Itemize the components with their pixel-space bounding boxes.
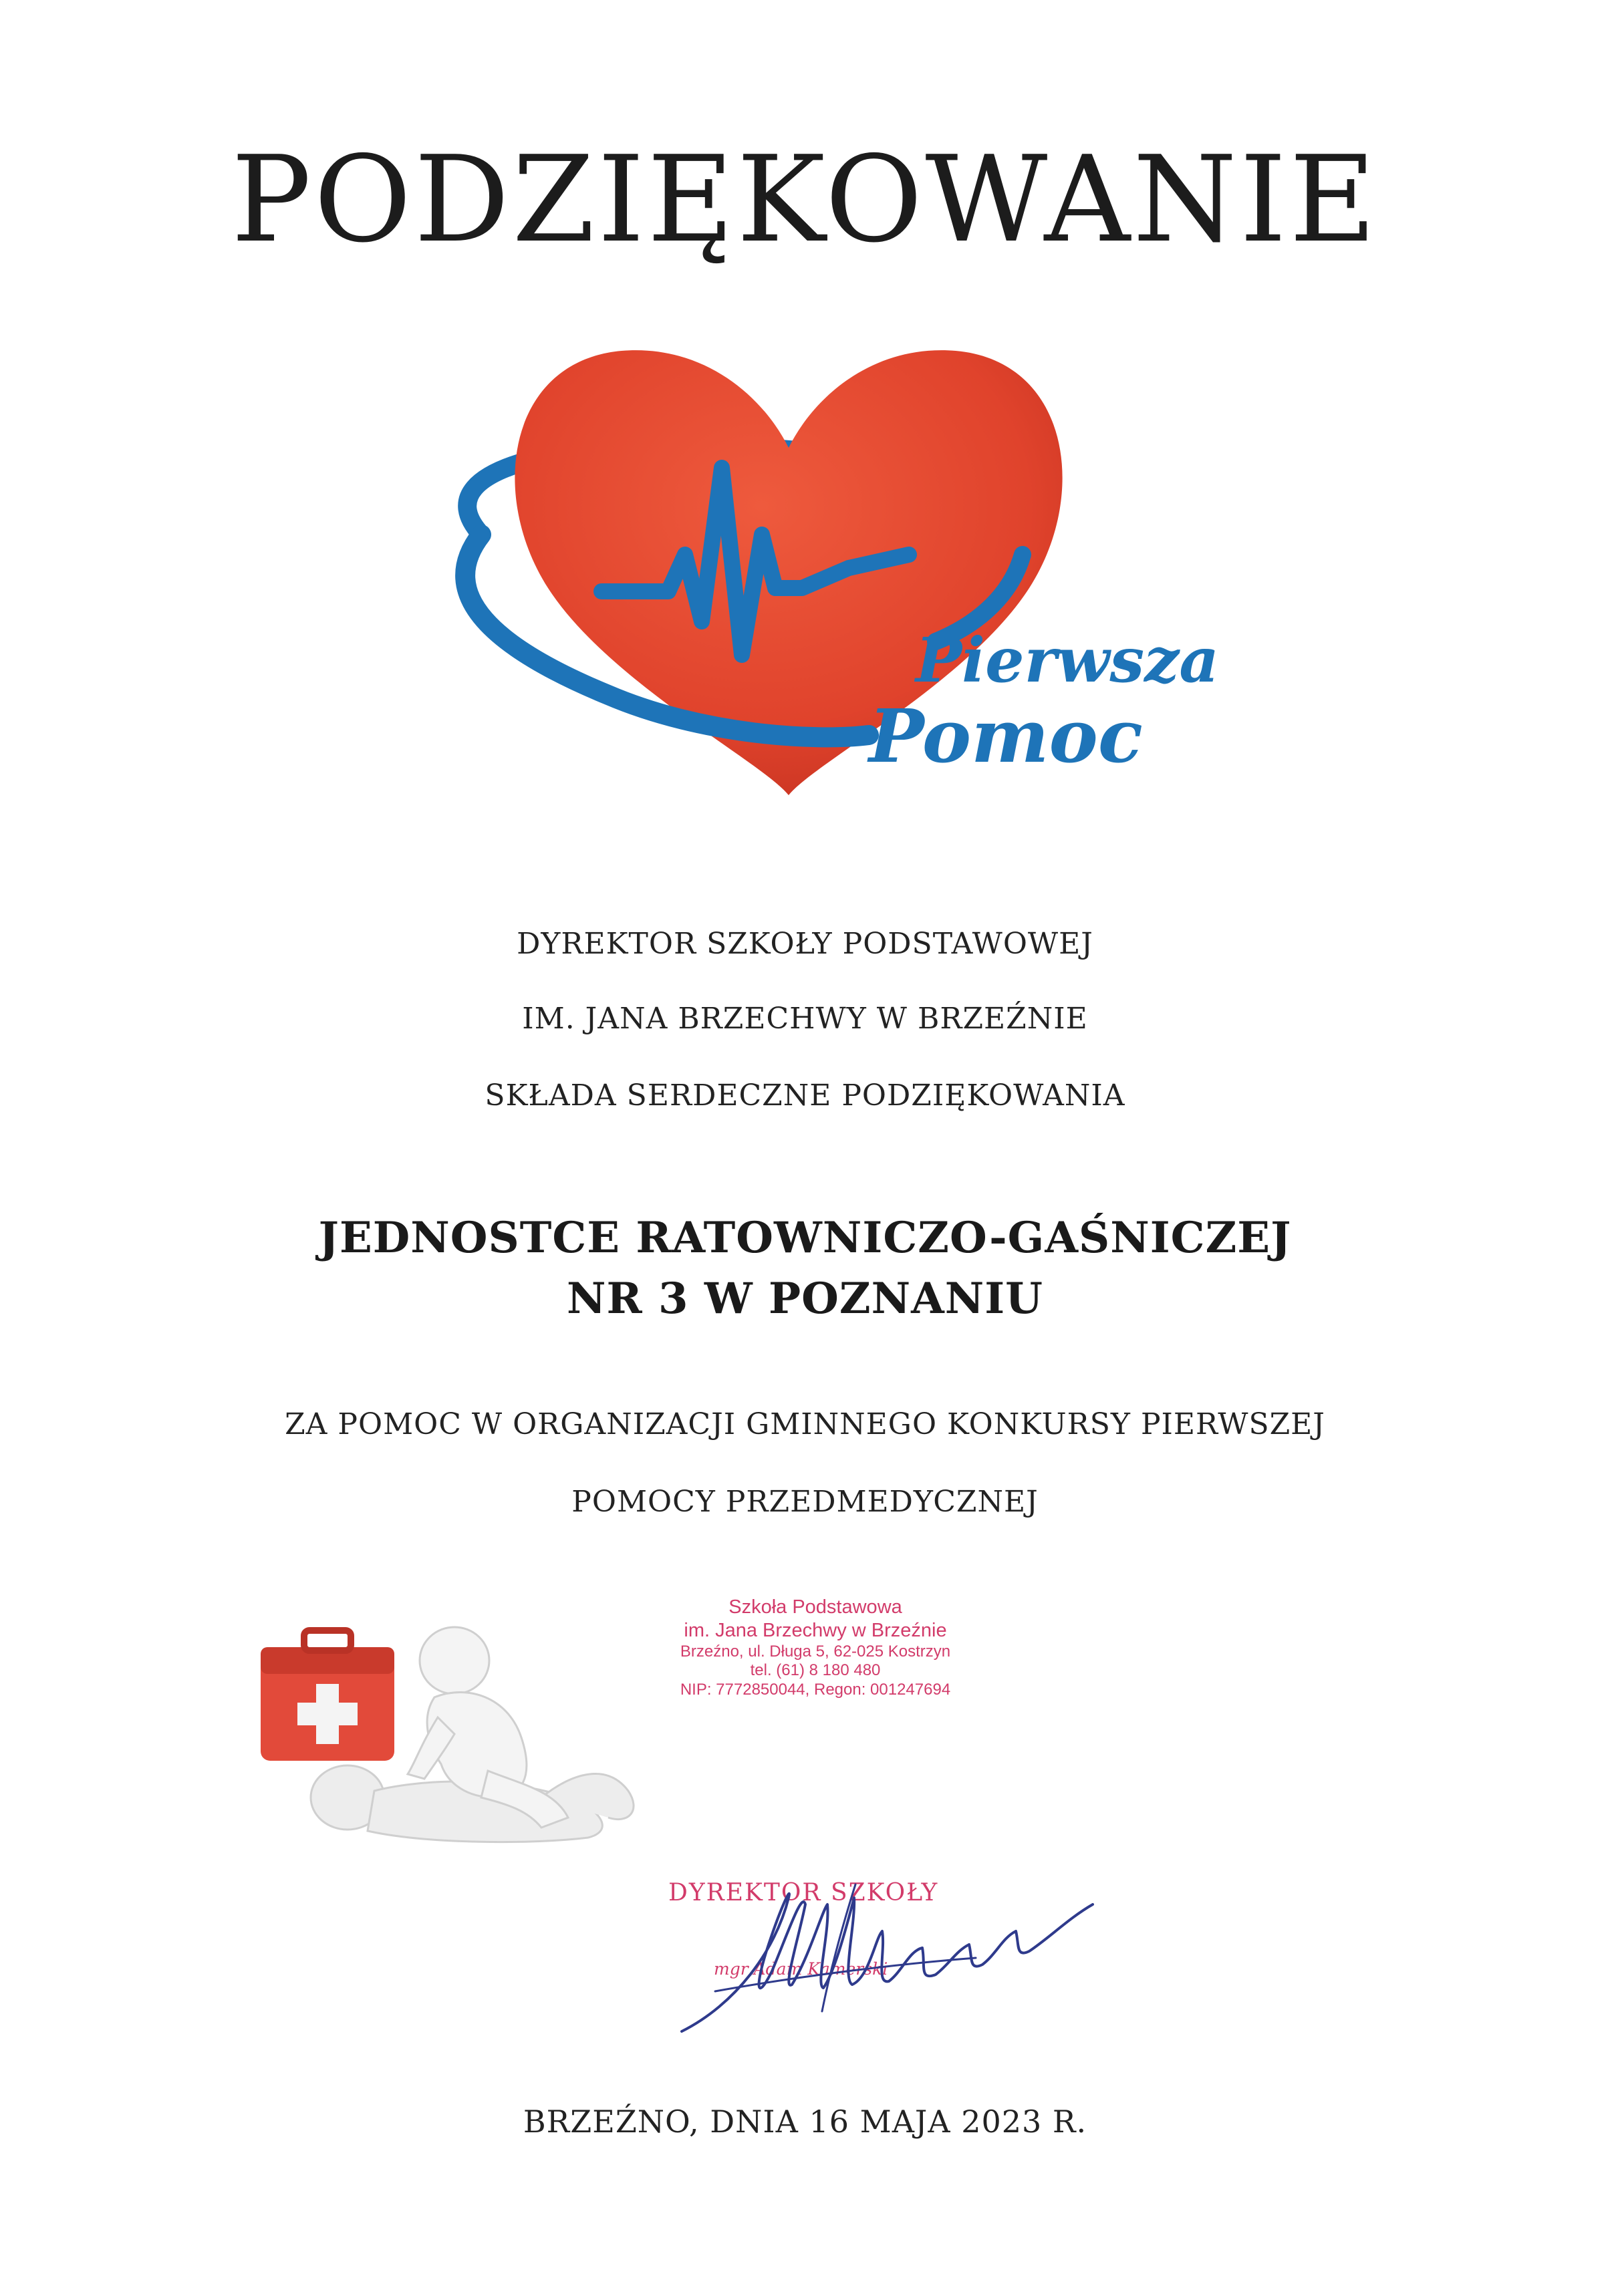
handwritten-signature — [655, 1858, 1109, 2058]
school-stamp-line-1: Szkoła Podstawowa — [728, 1596, 902, 1618]
issue-date: BRZEŹNO, DNIA 16 MAJA 2023 R. — [523, 2104, 1087, 2140]
intro-line-1: DYREKTOR SZKOŁY PODSTAWOWEJ — [517, 927, 1093, 961]
document-title: PODZIĘKOWANIE — [231, 130, 1379, 269]
cpr-illustration — [254, 1597, 655, 1878]
reason-line-2: POMOCY PRZEDMEDYCZNEJ — [571, 1485, 1039, 1519]
school-stamp-line-5: NIP: 7772850044, Regon: 001247694 — [680, 1681, 951, 1699]
school-stamp-line-2: im. Jana Brzechwy w Brzeźnie — [684, 1619, 947, 1641]
recipient-line-1: JEDNOSTCE RATOWNICZO-GAŚNICZEJ — [318, 1213, 1292, 1263]
school-stamp-line-4: tel. (61) 8 180 480 — [750, 1661, 881, 1680]
school-stamp — [642, 1596, 989, 1700]
intro-line-2: IM. JANA BRZECHWY W BRZEŹNIE — [522, 1002, 1088, 1036]
reason-line-1: ZA POMOC W ORGANIZACJI GMINNEGO KONKURSY PIERWSZEJ — [285, 1407, 1325, 1441]
logo-text-line2: Pomoc — [869, 693, 1143, 779]
first-aid-kit-icon — [261, 1630, 394, 1761]
director-stamp-title: DYREKTOR SZKOŁY — [668, 1879, 939, 1906]
school-stamp-line-3: Brzeźno, ul. Długa 5, 62-025 Kostrzyn — [680, 1642, 951, 1661]
intro-line-3: SKŁADA SERDECZNE PODZIĘKOWANIA — [485, 1079, 1125, 1113]
director-stamp-name: mgr Adam Kamerski — [714, 1959, 888, 1979]
logo-text-line1: Pierwsza — [916, 624, 1219, 696]
first-aid-heart-logo — [388, 334, 1223, 842]
recipient-line-2: NR 3 W POZNANIU — [567, 1274, 1043, 1324]
